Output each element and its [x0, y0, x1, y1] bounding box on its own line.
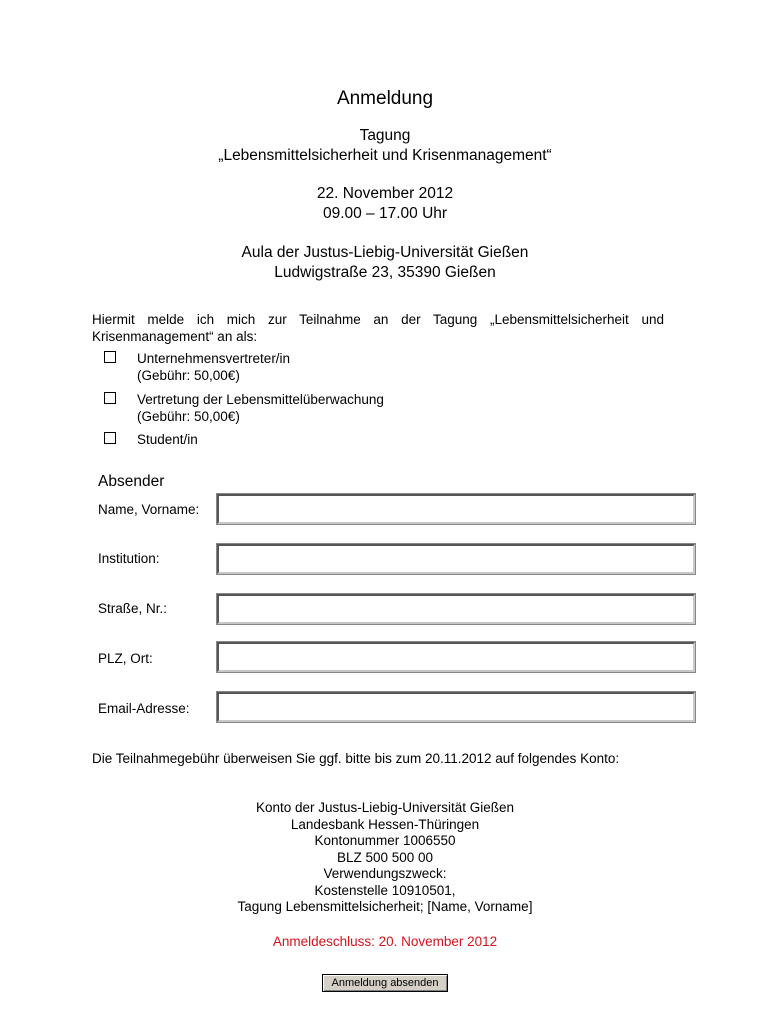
registration-intro: Hiermit melde ich mich zur Teilnahme an der Tagung „Lebensmittelsicherheit und Krisenmanagement“ an als: — [92, 312, 664, 344]
event-name: „Lebensmittelsicherheit und Krisenmanagement“ — [218, 147, 552, 164]
event-date: 22. November 2012 — [316, 185, 454, 202]
email-label: Email-Adresse: — [98, 701, 190, 716]
zip-city-field[interactable] — [217, 642, 695, 672]
bank-details — [0, 800, 770, 916]
bank-line: Verwendungszweck: — [323, 866, 447, 881]
event-address: Ludwigstraße 23, 35390 Gießen — [274, 264, 496, 281]
bank-line: Kostenstelle 10910501, — [314, 882, 456, 898]
name-label: Name, Vorname: — [98, 502, 200, 517]
checkbox-student[interactable] — [104, 432, 116, 444]
event-venue: Aula der Justus-Liebig-Universität Gießen — [241, 244, 529, 261]
bank-line: Landesbank Hessen-Thüringen — [290, 816, 480, 832]
street-input[interactable] — [219, 596, 693, 622]
option-fee: (Gebühr: 50,00€) — [137, 409, 240, 424]
institution-input[interactable] — [219, 546, 693, 572]
deadline-notice: Anmeldeschluss: 20. November 2012 — [272, 934, 498, 949]
zip-city-input[interactable] — [219, 644, 693, 670]
payment-text: Die Teilnahmegebühr überweisen Sie ggf. bitte bis zum 20.11.2012 auf folgendes Konto: — [92, 751, 620, 766]
bank-line: Tagung Lebensmittelsicherheit; [Name, Vorname] — [237, 899, 533, 914]
institution-field[interactable] — [217, 544, 695, 574]
option-label: Vertretung der Lebensmittelüberwachung — [137, 392, 384, 407]
sender-heading: Absender — [98, 473, 165, 490]
page-title: Anmeldung — [336, 88, 434, 109]
checkbox-food-control[interactable] — [104, 392, 116, 404]
option-fee: (Gebühr: 50,00€) — [137, 368, 240, 383]
event-label: Tagung — [359, 127, 411, 144]
option-label: Unternehmensvertreter/in — [137, 351, 291, 366]
institution-label: Institution: — [98, 551, 160, 566]
email-input[interactable] — [219, 694, 693, 720]
bank-line: BLZ 500 500 00 — [336, 849, 434, 865]
email-field[interactable] — [217, 692, 695, 722]
name-input[interactable] — [219, 496, 693, 522]
event-time: 09.00 – 17.00 Uhr — [322, 205, 448, 222]
bank-line: Kontonummer 1006550 — [314, 833, 456, 848]
submit-button[interactable]: Anmeldung absenden — [322, 974, 448, 992]
street-label: Straße, Nr.: — [98, 601, 168, 616]
name-field[interactable] — [217, 494, 695, 524]
street-field[interactable] — [217, 594, 695, 624]
zip-city-label: PLZ, Ort: — [98, 651, 153, 666]
option-label: Student/in — [137, 432, 198, 447]
bank-line: Konto der Justus-Liebig-Universität Gießen — [255, 800, 515, 815]
checkbox-company-rep[interactable] — [104, 351, 116, 363]
